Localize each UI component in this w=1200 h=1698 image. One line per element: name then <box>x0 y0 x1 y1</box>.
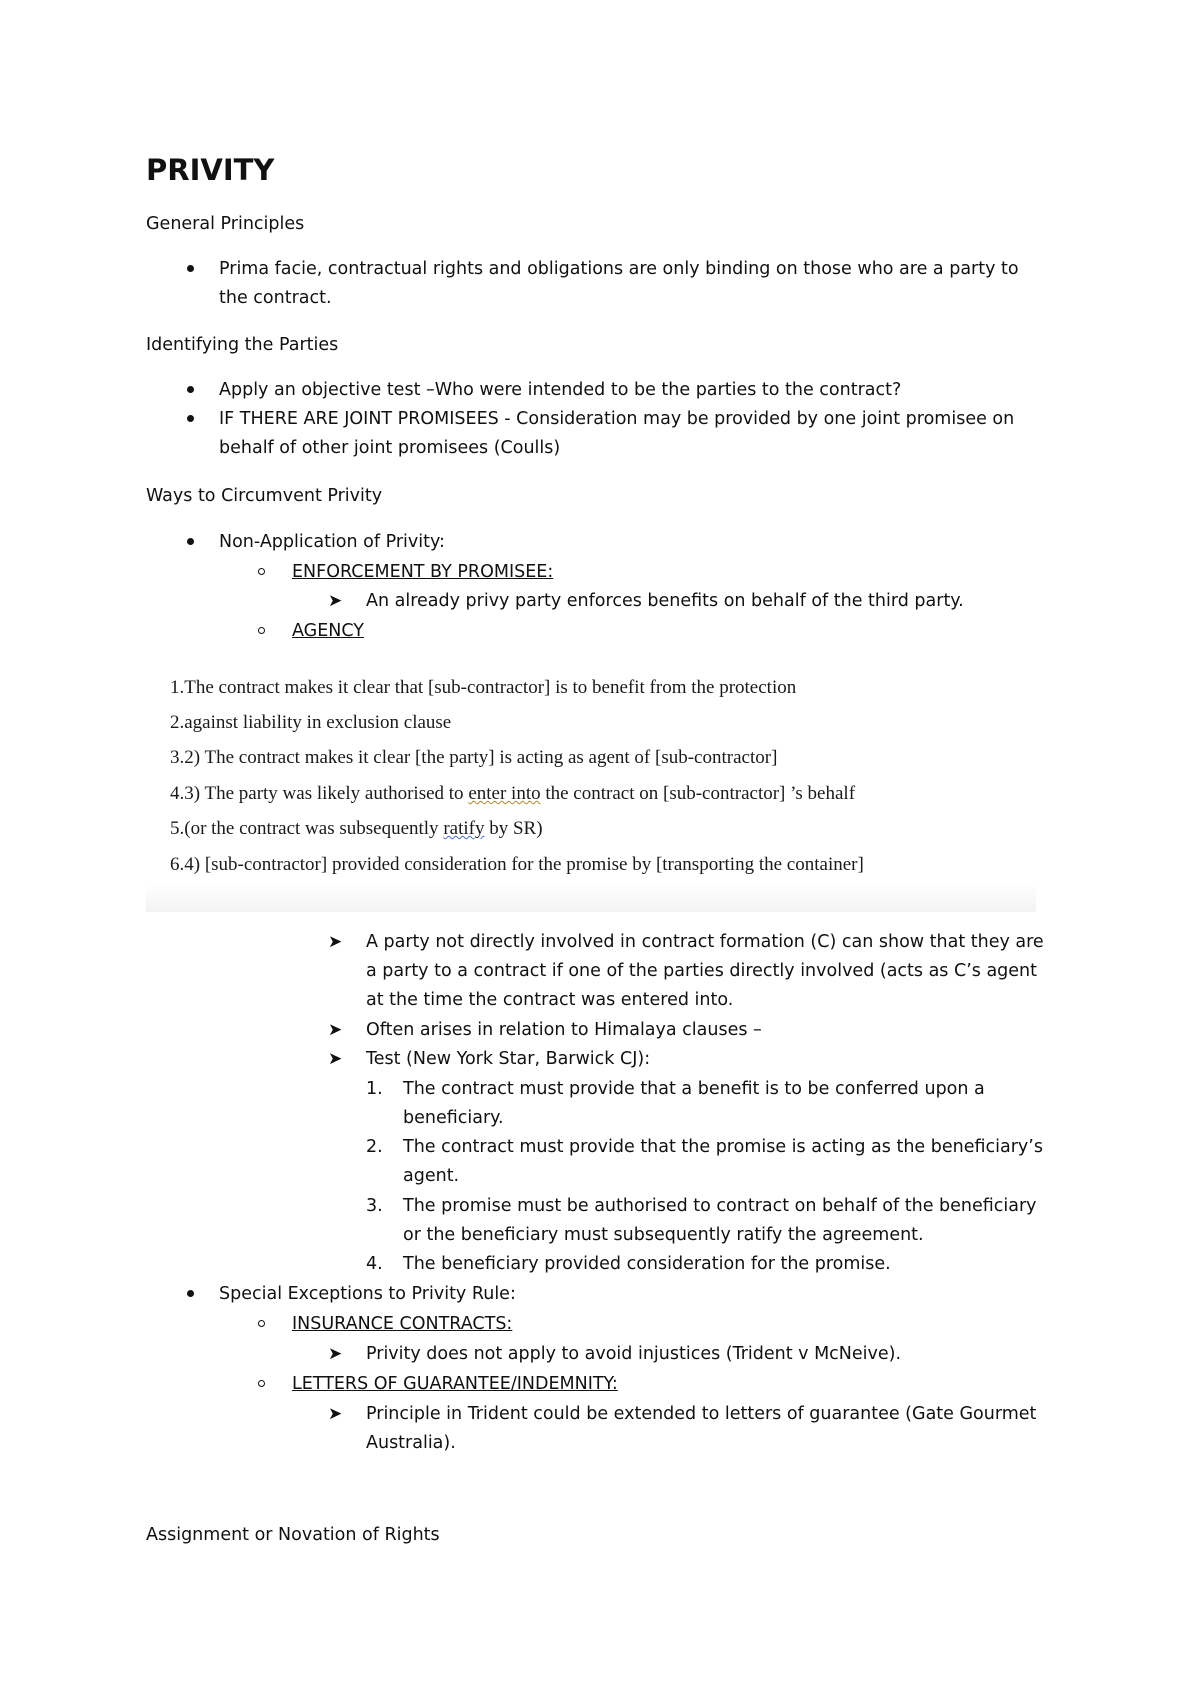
sub-bullet-circle-icon <box>258 627 265 634</box>
scan-line-1: 1.The contract makes it clear that [sub-contractor] is to benefit from the protection <box>170 677 797 698</box>
agency-point-1-line: a party to a contract if one of the parties directly involved (acts as C’s agent <box>366 961 1037 981</box>
parties-bullet-line: Apply an objective test –Who were intended to be the parties to the contract? <box>219 380 902 400</box>
scan-line-4-a: 4.3) The party was likely authorised to <box>170 783 469 804</box>
bullet-disc-icon <box>187 538 194 545</box>
arrow-bullet-icon: ➤ <box>328 932 343 952</box>
scan-line-5 <box>170 816 543 842</box>
test-item-number: 1. <box>366 1079 383 1099</box>
agency-label: AGENCY <box>292 621 364 641</box>
scan-line-5-a: 5.(or the contract was subsequently <box>170 818 444 839</box>
letters-point-line: Principle in Trident could be extended to letters of guarantee (Gate Gourmet <box>366 1404 1037 1424</box>
scan-line-4-c: the contract on [sub-contractor] ’s behalf <box>540 783 856 804</box>
agency-point-3: Test (New York Star, Barwick CJ): <box>366 1049 651 1069</box>
special-exceptions-label: Special Exceptions to Privity Rule: <box>219 1284 516 1304</box>
non-application-label: Non-Application of Privity: <box>219 532 445 552</box>
scan-line-4 <box>170 781 855 807</box>
arrow-bullet-icon: ➤ <box>328 1344 343 1364</box>
heading-assignment-novation: Assignment or Novation of Rights <box>146 1525 440 1545</box>
test-item-line: The promise must be authorised to contract on behalf of the beneficiary <box>403 1196 1037 1216</box>
test-item-line: beneficiary. <box>403 1108 504 1128</box>
test-item-line: The beneficiary provided consideration for the promise. <box>403 1254 891 1274</box>
sub-bullet-circle-icon <box>258 568 265 575</box>
arrow-bullet-icon: ➤ <box>328 1049 343 1069</box>
test-item-number: 2. <box>366 1137 383 1157</box>
test-item-line: The contract must provide that the promise is acting as the beneficiary’s <box>403 1137 1043 1157</box>
test-item-line: The contract must provide that a benefit is to be conferred upon a <box>403 1079 985 1099</box>
agency-point-1-line: at the time the contract was entered into. <box>366 990 734 1010</box>
heading-identifying-parties: Identifying the Parties <box>146 335 339 355</box>
bullet-disc-icon <box>187 265 194 272</box>
test-item-number: 3. <box>366 1196 383 1216</box>
bullet-disc-icon <box>187 1290 194 1297</box>
arrow-bullet-icon: ➤ <box>328 591 343 611</box>
insurance-point: Privity does not apply to avoid injustices (Trident v McNeive). <box>366 1344 902 1364</box>
heading-general-principles: General Principles <box>146 214 305 234</box>
agency-point-2: Often arises in relation to Himalaya clauses – <box>366 1020 762 1040</box>
parties-bullet-line: behalf of other joint promisees (Coulls) <box>219 438 561 458</box>
sub-bullet-circle-icon <box>258 1380 265 1387</box>
bullet-disc-icon <box>187 386 194 393</box>
scan-line-6: 6.4) [sub-contractor] provided consideration for the promise by [transporting the container] <box>170 854 864 875</box>
scan-line-5-flagged: ratify <box>443 818 485 839</box>
letters-point-line: Australia). <box>366 1433 456 1453</box>
general-bullet-line: Prima facie, contractual rights and obligations are only binding on those who are a party to <box>219 259 1019 279</box>
scanned-excerpt <box>146 666 1036 912</box>
insurance-contracts-label: INSURANCE CONTRACTS: <box>292 1314 513 1334</box>
general-bullet-line: the contract. <box>219 288 332 308</box>
arrow-bullet-icon: ➤ <box>328 1020 343 1040</box>
bullet-disc-icon <box>187 415 194 422</box>
test-item-line: or the beneficiary must subsequently ratify the agreement. <box>403 1225 924 1245</box>
scan-line-2: 2.against liability in exclusion clause <box>170 712 452 733</box>
scan-line-5-c: by SR) <box>484 818 543 839</box>
test-item-line: agent. <box>403 1166 460 1186</box>
test-item-number: 4. <box>366 1254 383 1274</box>
page-title: PRIVITY <box>146 153 275 187</box>
heading-circumvent-privity: Ways to Circumvent Privity <box>146 486 383 506</box>
agency-point-1-line: A party not directly involved in contract formation (C) can show that they are <box>366 932 1044 952</box>
enforcement-point: An already privy party enforces benefits on behalf of the third party. <box>366 591 964 611</box>
scan-line-4-flagged: enter into <box>468 783 541 804</box>
arrow-bullet-icon: ➤ <box>328 1404 343 1424</box>
scan-line-3: 3.2) The contract makes it clear [the party] is acting as agent of [sub-contractor] <box>170 747 778 768</box>
sub-bullet-circle-icon <box>258 1320 265 1327</box>
enforcement-by-promisee-label: ENFORCEMENT BY PROMISEE: <box>292 562 554 582</box>
letters-of-guarantee-label: LETTERS OF GUARANTEE/INDEMNITY: <box>292 1374 618 1394</box>
parties-bullet-line: IF THERE ARE JOINT PROMISEES - Consideration may be provided by one joint promisee on <box>219 409 1015 429</box>
